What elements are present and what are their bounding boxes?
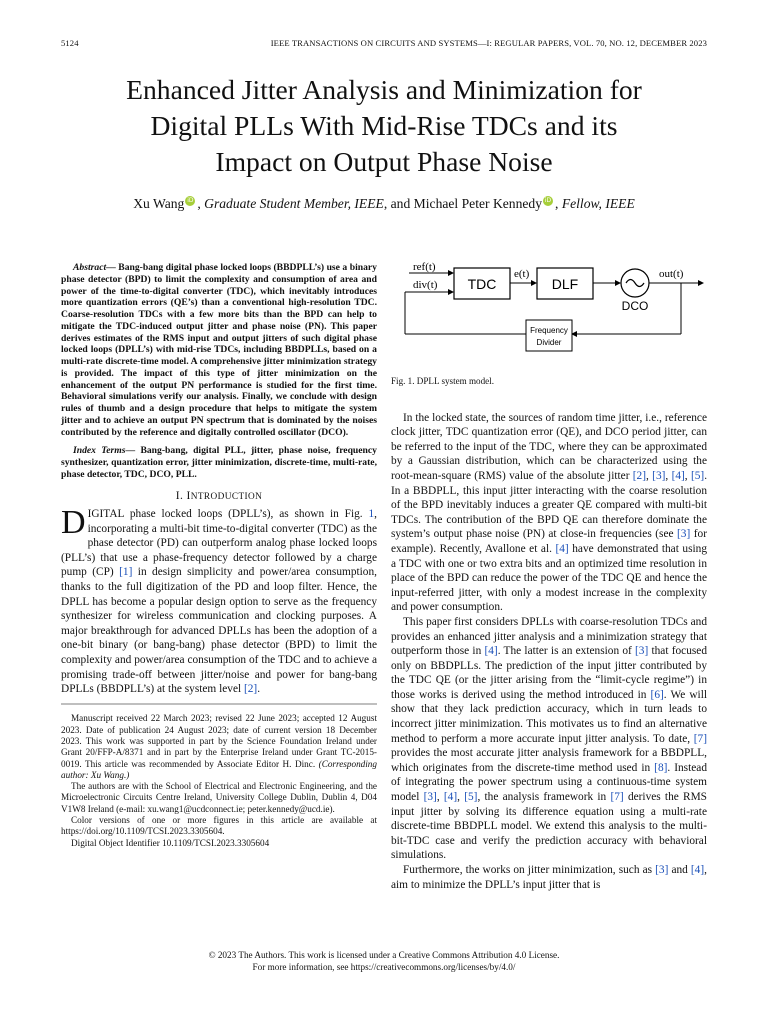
author-line: Xu Wang iD , Graduate Student Member, IEEE, and Michael Peter Kennedy iD , Fellow, IEEE (133, 196, 635, 211)
out-label: out(t) (659, 268, 684, 280)
body-paragraph: Furthermore, the works on jitter minimization, such as [3] and [4], aim to minimize the DPLL’s input jitter that is (391, 864, 707, 891)
body-paragraph: This paper first considers DPLLs with coarse-resolution TDCs and provides an enhanced jitter analysis and a minimization strategy that outperform those in [4]. The latter is an extension of [3] that focused only on BBDPLLs. The prediction of the input jitter contributed by the TDC QE (or the jitter arising from the “limit-cycle regime”) in those works is derived using the method introduced in [6]. We will show that they lack prediction accuracy, which in turn leads to incorrect jitter minimization. This motivates us to find an alternative method to perform a more accurate input jitter analysis. To date, [7] provides the most accurate jitter analysis framework for a BBDPLL, which originates from the discrete-time method used in [8]. Instead of integrating the power spectrum using a continuous-time system model [3], [4], [5], the analysis framework in [7] derives the RMS input jitter by solving its difference equation using a multi-rate discrete-time BBDPLL model. We extend this analysis to the multi-bit-TDC case and verify the prediction accuracy with behavioral simulations. (391, 615, 707, 862)
paper-title (60, 72, 708, 180)
running-header (61, 38, 707, 52)
figure-link[interactable]: 1 (368, 508, 375, 521)
citation-link[interactable]: [4] (443, 791, 458, 804)
author-role: Graduate Student Member, IEEE (204, 196, 384, 211)
index-terms (61, 445, 377, 480)
footnote-manuscript: Manuscript received 22 March 2023; revised 22 June 2023; accepted 12 August 2023. Date of publication 24 August 2023; date of current version 18 December 2023. This work was supported in part by the Science Foundation Ireland under Grant 20/FFP-A/8371 and in part by the Enterprise Ireland under Grant TC-2015-0019. This article was recommended by Associate Editor H. Dinc. (Corresponding author: Xu Wang.) (61, 713, 377, 780)
figure-caption: Fig. 1. DPLL system model. (391, 376, 494, 386)
title-line: Enhanced Jitter Analysis and Minimization for (126, 74, 642, 105)
fd-label-line2: Divider (536, 338, 562, 347)
ref-label: ref(t) (413, 262, 436, 273)
abstract-text: — Bang-bang digital phase locked loops (BBDPLL’s) use a binary phase detector (BPD) to limit the complexity and consumption of area and power of the time-to-digital converter (TDC), which inevitably introduces more quantization errors (QE’s) than a conventional high-resolution TDC. Coarse-resolution TDCs with a few more bits than the BPD can help to mitigate the TDC-induced output jitter and phase noise (PN). This paper derives estimates of the RMS input and output jitters of such digital phase locked loops (DPLL’s) with mid-rise TDCs, including BBDPLLs, based on a multi-rate discrete-time model. A comprehensive jitter minimization strategy is provided. The impact of this type of jitter minimization on the enhancement of the output PN performance is studied for the first time. Behavioral simulations verify our analysis. Finally, we conclude with design rules of thumb and a design procedure that helps to mitigate the system jitter and to achieve an output PN spectrum that is dominated by the noises contributed by the reference and digitally controlled oscillator (DCO). (61, 262, 377, 438)
footnote-doi: Digital Object Identifier 10.1109/TCSI.2023.3305604 (71, 837, 270, 848)
error-label: e(t) (514, 268, 530, 280)
section-heading: I. INTRODUCTION (175, 489, 263, 502)
author-separator: , and (383, 196, 414, 211)
citation-link[interactable]: [1] (119, 566, 133, 579)
div-label: div(t) (413, 279, 438, 291)
fd-label-line1: Frequency (530, 326, 568, 335)
author-role: Fellow, IEEE (561, 196, 635, 211)
citation-link[interactable]: [2] (243, 683, 258, 696)
orcid-icon[interactable]: iD (187, 197, 194, 204)
dlf-label: DLF (551, 276, 579, 292)
citation-link[interactable]: [4] (484, 645, 498, 658)
intro-paragraph: DIGITAL phase locked loops (DPLL’s), as shown in Fig. 1, incorporating a multi-bit time-to-digital converter (TDC) as the phase detector (PD) can outperform analog phase locked loops (PLL’s) that use a phase-frequency detector followed by a charge pump (CP) [1] in design simplicity and power/area consumption, thanks to the full digitization of the PD and loop filter. Hence, the DPLL has become a popular design option to serve as the frequency synthesizer for wireless communication and clocking purposes. A major breakthrough for advanced DPLLs has been the adoption of a one-bit binary (or bang-bang) phase detector (BPD) to limit the complexity and power/area consumption of the TDC and to achieve a promising trade-off between jitter/noise and power for bang-bang DPLLs (BBDPLL’s) at the system level [2]. (61, 504, 377, 696)
footnote-color: Color versions of one or more figures in this article are available at https://doi.org/10.1109/TCSI.2023.3305604. (61, 815, 377, 837)
citation-link[interactable]: [3] (655, 864, 669, 876)
footnotes (61, 713, 377, 849)
citation-link[interactable]: [5] (690, 469, 705, 482)
dpll-block-diagram (391, 262, 707, 372)
drop-cap: D (61, 504, 86, 542)
footnote-affiliation: The authors are with the School of Electrical and Electronic Engineering, and the Microelectronic Circuits Centre Ireland, University College Dublin, Dublin 4, D04 V1W8 Ireland (e-mail: xu.wang1@ucdconnect.ie; peter.kennedy@ucd.ie). (61, 781, 377, 814)
abstract (61, 262, 377, 438)
figure-1 (391, 262, 707, 372)
abstract-lead: Abstract (73, 262, 107, 273)
copyright-line: © 2023 The Authors. This work is licensed under a Creative Commons Attribution 4.0 License. (208, 950, 560, 960)
citation-link[interactable]: [8] (654, 761, 668, 774)
index-terms-lead: Index Terms (73, 445, 126, 457)
citation-link[interactable]: [7] (693, 732, 707, 745)
citation-link[interactable]: [3] (423, 791, 437, 804)
license-link[interactable]: For more information, see https://creativecommons.org/licenses/by/4.0/ (252, 961, 516, 972)
citation-link[interactable]: [2] (632, 469, 647, 482)
citation-link[interactable]: [3] (635, 645, 649, 658)
author-name: Xu Wang (133, 196, 185, 211)
citation-link[interactable]: [4] (671, 469, 685, 482)
citation-link[interactable]: [6] (650, 688, 664, 701)
citation-link[interactable]: [3] (652, 469, 666, 482)
citation-link[interactable]: [5] (464, 791, 478, 804)
citation-link[interactable]: [3] (677, 528, 691, 541)
title-line: Impact on Output Phase Noise (215, 146, 553, 177)
dco-label: DCO (621, 299, 649, 313)
title-line: Digital PLLs With Mid-Rise TDCs and its (150, 110, 618, 141)
copyright-notice (61, 950, 707, 974)
left-column (61, 262, 377, 849)
right-column (391, 262, 707, 892)
tdc-label: TDC (467, 276, 497, 292)
page-number: 5124 (61, 38, 79, 48)
author-name: Michael Peter Kennedy (413, 196, 543, 211)
index-terms-text: — Bang-bang, digital PLL, jitter, phase noise, frequency synthesizer, quantization error, jitter minimization, discrete-time, multi-rate, phase detector, TDC, DCO, PLL. (61, 445, 377, 480)
citation-link[interactable]: [4] (690, 864, 705, 876)
citation-link[interactable]: [7] (610, 791, 624, 804)
citation-link[interactable]: [4] (555, 542, 569, 555)
journal-header: IEEE TRANSACTIONS ON CIRCUITS AND SYSTEMS—I: REGULAR PAPERS, VOL. 70, NO. 12, DECEMBER 2023 (270, 38, 707, 48)
orcid-icon[interactable]: iD (544, 197, 552, 204)
footnote-rule (61, 703, 377, 705)
body-paragraph: In the locked state, the sources of random time jitter, i.e., reference clock jitter, TDC quantization error (QE), and DCO period jitter, can be referred to the input of the TDC, where they can be approximated by a Gaussian distribution, which can be characterized using the root-mean-square (RMS) value of the absolute jitter [2], [3], [4], [5]. In a BBDPLL, this input jitter interacting with the coarse resolution of the BPD inevitably induces a greater QE compared with multi-bit TDCs. The contribution of the BPD QE can therefore dominate the system’s output phase noise (PN) at close-in frequencies (see [3] for example). Recently, Avallone et al. [4] have demonstrated that using a TDC with one or two extra bits and an optimized time resolution in place of the BPD can reduce the power of the TDC QE and hence the input-referred jitter, with only a modest increase in the complexity and power consumption. (391, 411, 708, 614)
